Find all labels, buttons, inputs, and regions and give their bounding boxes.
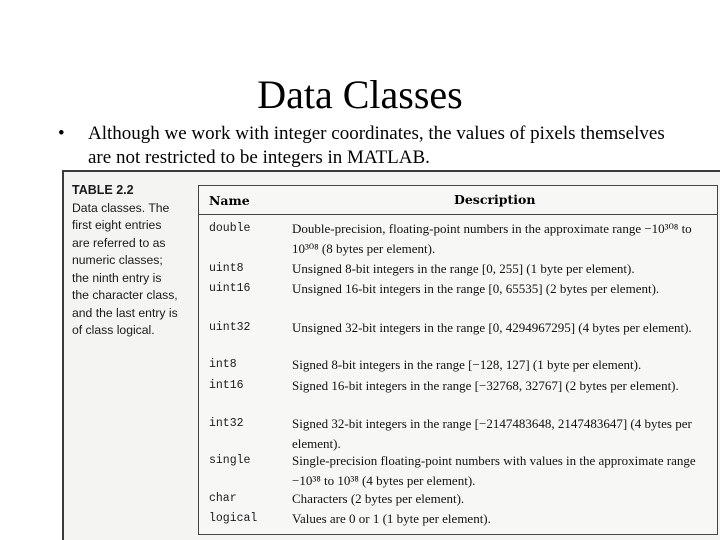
row-name: int16 (209, 379, 244, 392)
row-name: single (209, 454, 251, 467)
row-description: Single-precision floating-point numbers with values in the approximate range −10³⁸ to 10³⁸ (4 bytes per element). (292, 453, 699, 488)
row-name: int8 (209, 358, 237, 371)
row-description: Double-precision, floating-point numbers in the approximate range −10³⁰⁸ to 10³⁰⁸ (8 bytes per element). (292, 221, 695, 256)
data-classes-table (198, 185, 718, 535)
row-description: Unsigned 16-bit integers in the range [0, 65535] (2 bytes per element). (292, 281, 660, 296)
table-header (199, 186, 717, 215)
header-name: Name (209, 193, 250, 208)
row-name: uint32 (209, 321, 251, 334)
row-name: int32 (209, 417, 244, 430)
row-description: Characters (2 bytes per element). (292, 491, 465, 506)
header-description: Description (454, 192, 536, 207)
row-name: char (209, 492, 237, 505)
row-name: logical (209, 512, 258, 525)
table-caption-text: Data classes. The first eight entries are referred to as numeric classes; the ninth entry is the character class, and the last entry is of class logical. (72, 200, 182, 337)
row-name: uint16 (209, 282, 251, 295)
row-description: Signed 32-bit integers in the range [−2147483648, 2147483647] (4 bytes per element). (292, 416, 696, 451)
row-description: Signed 8-bit integers in the range [−128, 127] (1 byte per element). (292, 357, 642, 372)
row-description: Values are 0 or 1 (1 byte per element). (292, 511, 491, 526)
bullet-marker: • (58, 123, 65, 144)
slide-title-text: Data Classes (257, 72, 463, 117)
table-image (62, 170, 720, 540)
table-caption (72, 182, 180, 340)
row-description: Unsigned 8-bit integers in the range [0, 255] (1 byte per element). (292, 261, 635, 276)
row-description: Signed 16-bit integers in the range [−32768, 32767] (2 bytes per element). (292, 378, 679, 393)
slide-title (0, 70, 720, 120)
table-label: TABLE 2.2 (72, 183, 134, 197)
bullet-text: Although we work with integer coordinates, the values of pixels themselves are not restricted to be integers in MATLAB. (88, 123, 665, 168)
row-description: Unsigned 32-bit integers in the range [0, 4294967295] (4 bytes per element). (292, 320, 692, 335)
row-name: double (209, 222, 251, 235)
row-name: uint8 (209, 262, 244, 275)
